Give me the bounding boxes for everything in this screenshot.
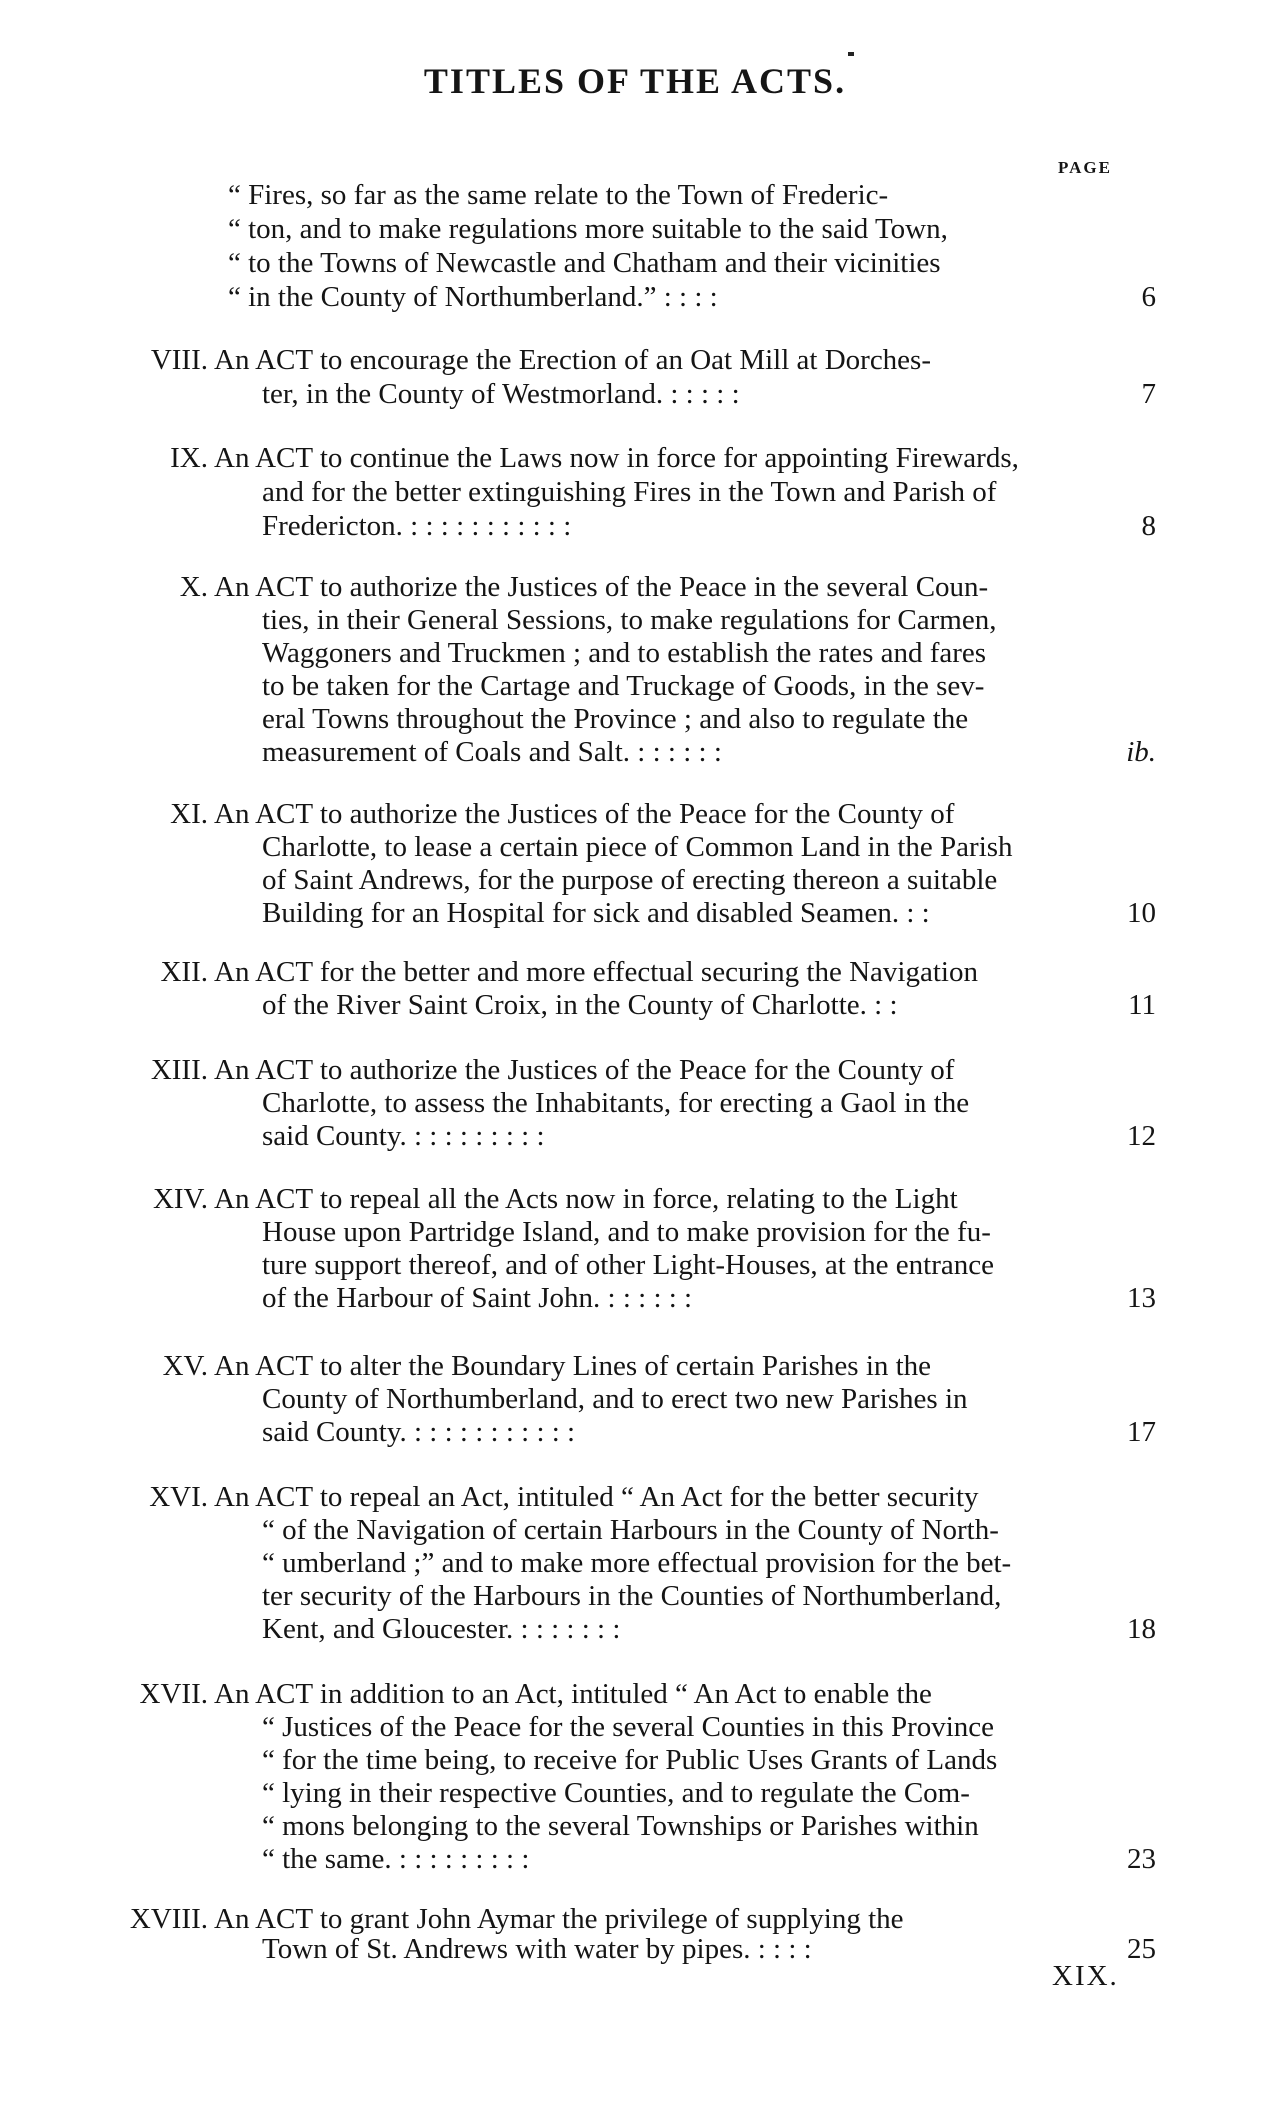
act-numeral: XVII. — [139, 1678, 208, 1710]
entry-line: Charlotte, to lease a certain piece of Common Land in the Parish — [262, 831, 1013, 863]
entry-line: ter security of the Harbours in the Counties of Northumberland, — [262, 1580, 1002, 1612]
entry-line: “ ton, and to make regulations more suitable to the said Town, — [228, 213, 948, 245]
act-numeral: VIII. — [150, 344, 208, 376]
act-numeral: XVIII. — [129, 1903, 208, 1935]
entry-line: of Saint Andrews, for the purpose of erecting thereon a suitable — [262, 864, 998, 896]
entry-line: “ in the County of Northumberland.” : : : : — [228, 281, 718, 313]
entry-line: “ of the Navigation of certain Harbours in the County of North- — [262, 1514, 999, 1546]
entry-line: County of Northumberland, and to erect two new Parishes in — [262, 1383, 968, 1415]
entry-line: An ACT to alter the Boundary Lines of certain Parishes in the — [214, 1350, 932, 1382]
page-number: 8 — [1141, 510, 1156, 542]
page-number: 25 — [1127, 1933, 1156, 1965]
page-number: ib. — [1126, 736, 1156, 768]
entry-line: “ for the time being, to receive for Public Uses Grants of Lands — [262, 1744, 998, 1776]
entry-line: An ACT to authorize the Justices of the Peace for the County of — [214, 798, 955, 830]
act-numeral: X. — [179, 571, 208, 603]
page-number: 13 — [1127, 1282, 1156, 1314]
entry-line: Kent, and Gloucester. : : : : : : : — [262, 1613, 621, 1645]
page-number: 7 — [1141, 378, 1156, 410]
entry-line: “ mons belonging to the several Townships or Parishes within — [262, 1810, 979, 1842]
entry-line: Waggoners and Truckmen ; and to establish the rates and fares — [262, 637, 987, 669]
print-mark — [848, 52, 854, 56]
entry-line: House upon Partridge Island, and to make provision for the fu- — [262, 1216, 991, 1248]
act-numeral: IX. — [170, 442, 208, 474]
entry-line: “ lying in their respective Counties, and to regulate the Com- — [262, 1777, 970, 1809]
entry-line: “ the same. : : : : : : : : : — [262, 1843, 530, 1875]
entry-line: An ACT to repeal all the Acts now in force, relating to the Light — [214, 1183, 958, 1215]
entry-line: An ACT for the better and more effectual securing the Navigation — [214, 956, 978, 988]
page-number: 23 — [1127, 1843, 1156, 1875]
act-numeral: XIII. — [150, 1054, 208, 1086]
entry-line: “ umberland ;” and to make more effectual provision for the bet- — [262, 1547, 1012, 1579]
entry-line: An ACT in addition to an Act, intituled “ An Act to enable the — [214, 1678, 932, 1710]
page-number: 6 — [1141, 281, 1156, 313]
entry-line: An ACT to authorize the Justices of the Peace in the several Coun- — [214, 571, 989, 603]
entry-line: Building for an Hospital for sick and disabled Seamen. : : — [262, 897, 930, 929]
entry-line: eral Towns throughout the Province ; and also to regulate the — [262, 703, 969, 735]
entry-line: An ACT to repeal an Act, intituled “ An Act for the better security — [214, 1481, 979, 1513]
entry-line: “ Justices of the Peace for the several Counties in this Province — [262, 1711, 995, 1743]
entry-line: An ACT to continue the Laws now in force for appointing Firewards, — [214, 442, 1019, 474]
entry-line: Fredericton. : : : : : : : : : : : — [262, 510, 572, 542]
page-title: TITLES OF THE ACTS. — [423, 61, 847, 101]
entry-line: ter, in the County of Westmorland. : : : : : — [262, 378, 740, 410]
entry-line: Charlotte, to assess the Inhabitants, for erecting a Gaol in the — [262, 1087, 970, 1119]
catchword: XIX. — [1052, 1960, 1119, 1992]
entry-line: of the River Saint Croix, in the County of Charlotte. : : — [262, 989, 898, 1021]
page-number: 12 — [1127, 1120, 1156, 1152]
page-number: 10 — [1127, 897, 1156, 929]
page-column-label: PAGE — [1058, 158, 1112, 177]
act-numeral: XV. — [162, 1350, 208, 1382]
entry-line: Town of St. Andrews with water by pipes. : : : : — [262, 1933, 812, 1965]
entry-line: “ to the Towns of Newcastle and Chatham and their vicinities — [228, 247, 941, 279]
act-numeral: XVI. — [149, 1481, 208, 1513]
entry-line: and for the better extinguishing Fires in the Town and Parish of — [262, 476, 997, 508]
entry-line: said County. : : : : : : : : : : : — [262, 1416, 576, 1448]
entry-line: ties, in their General Sessions, to make regulations for Carmen, — [262, 604, 997, 636]
entry-line: An ACT to grant John Aymar the privilege of supplying the — [214, 1903, 904, 1935]
act-numeral: XII. — [160, 956, 208, 988]
page-number: 11 — [1128, 989, 1156, 1021]
entry-line: of the Harbour of Saint John. : : : : : : — [262, 1282, 693, 1314]
entry-line: said County. : : : : : : : : : — [262, 1120, 545, 1152]
entry-line: measurement of Coals and Salt. : : : : : : — [262, 736, 722, 768]
page-number: 17 — [1127, 1416, 1156, 1448]
act-numeral: XI. — [170, 798, 208, 830]
entry-line: ture support thereof, and of other Light-Houses, at the entrance — [262, 1249, 994, 1281]
entry-line: “ Fires, so far as the same relate to the Town of Frederic- — [228, 179, 889, 211]
act-numeral: XIV. — [152, 1183, 208, 1215]
entry-line: to be taken for the Cartage and Truckage of Goods, in the sev- — [262, 670, 985, 702]
page-number: 18 — [1127, 1613, 1156, 1645]
entry-line: An ACT to encourage the Erection of an Oat Mill at Dorches- — [214, 344, 931, 376]
entry-line: An ACT to authorize the Justices of the Peace for the County of — [214, 1054, 955, 1086]
